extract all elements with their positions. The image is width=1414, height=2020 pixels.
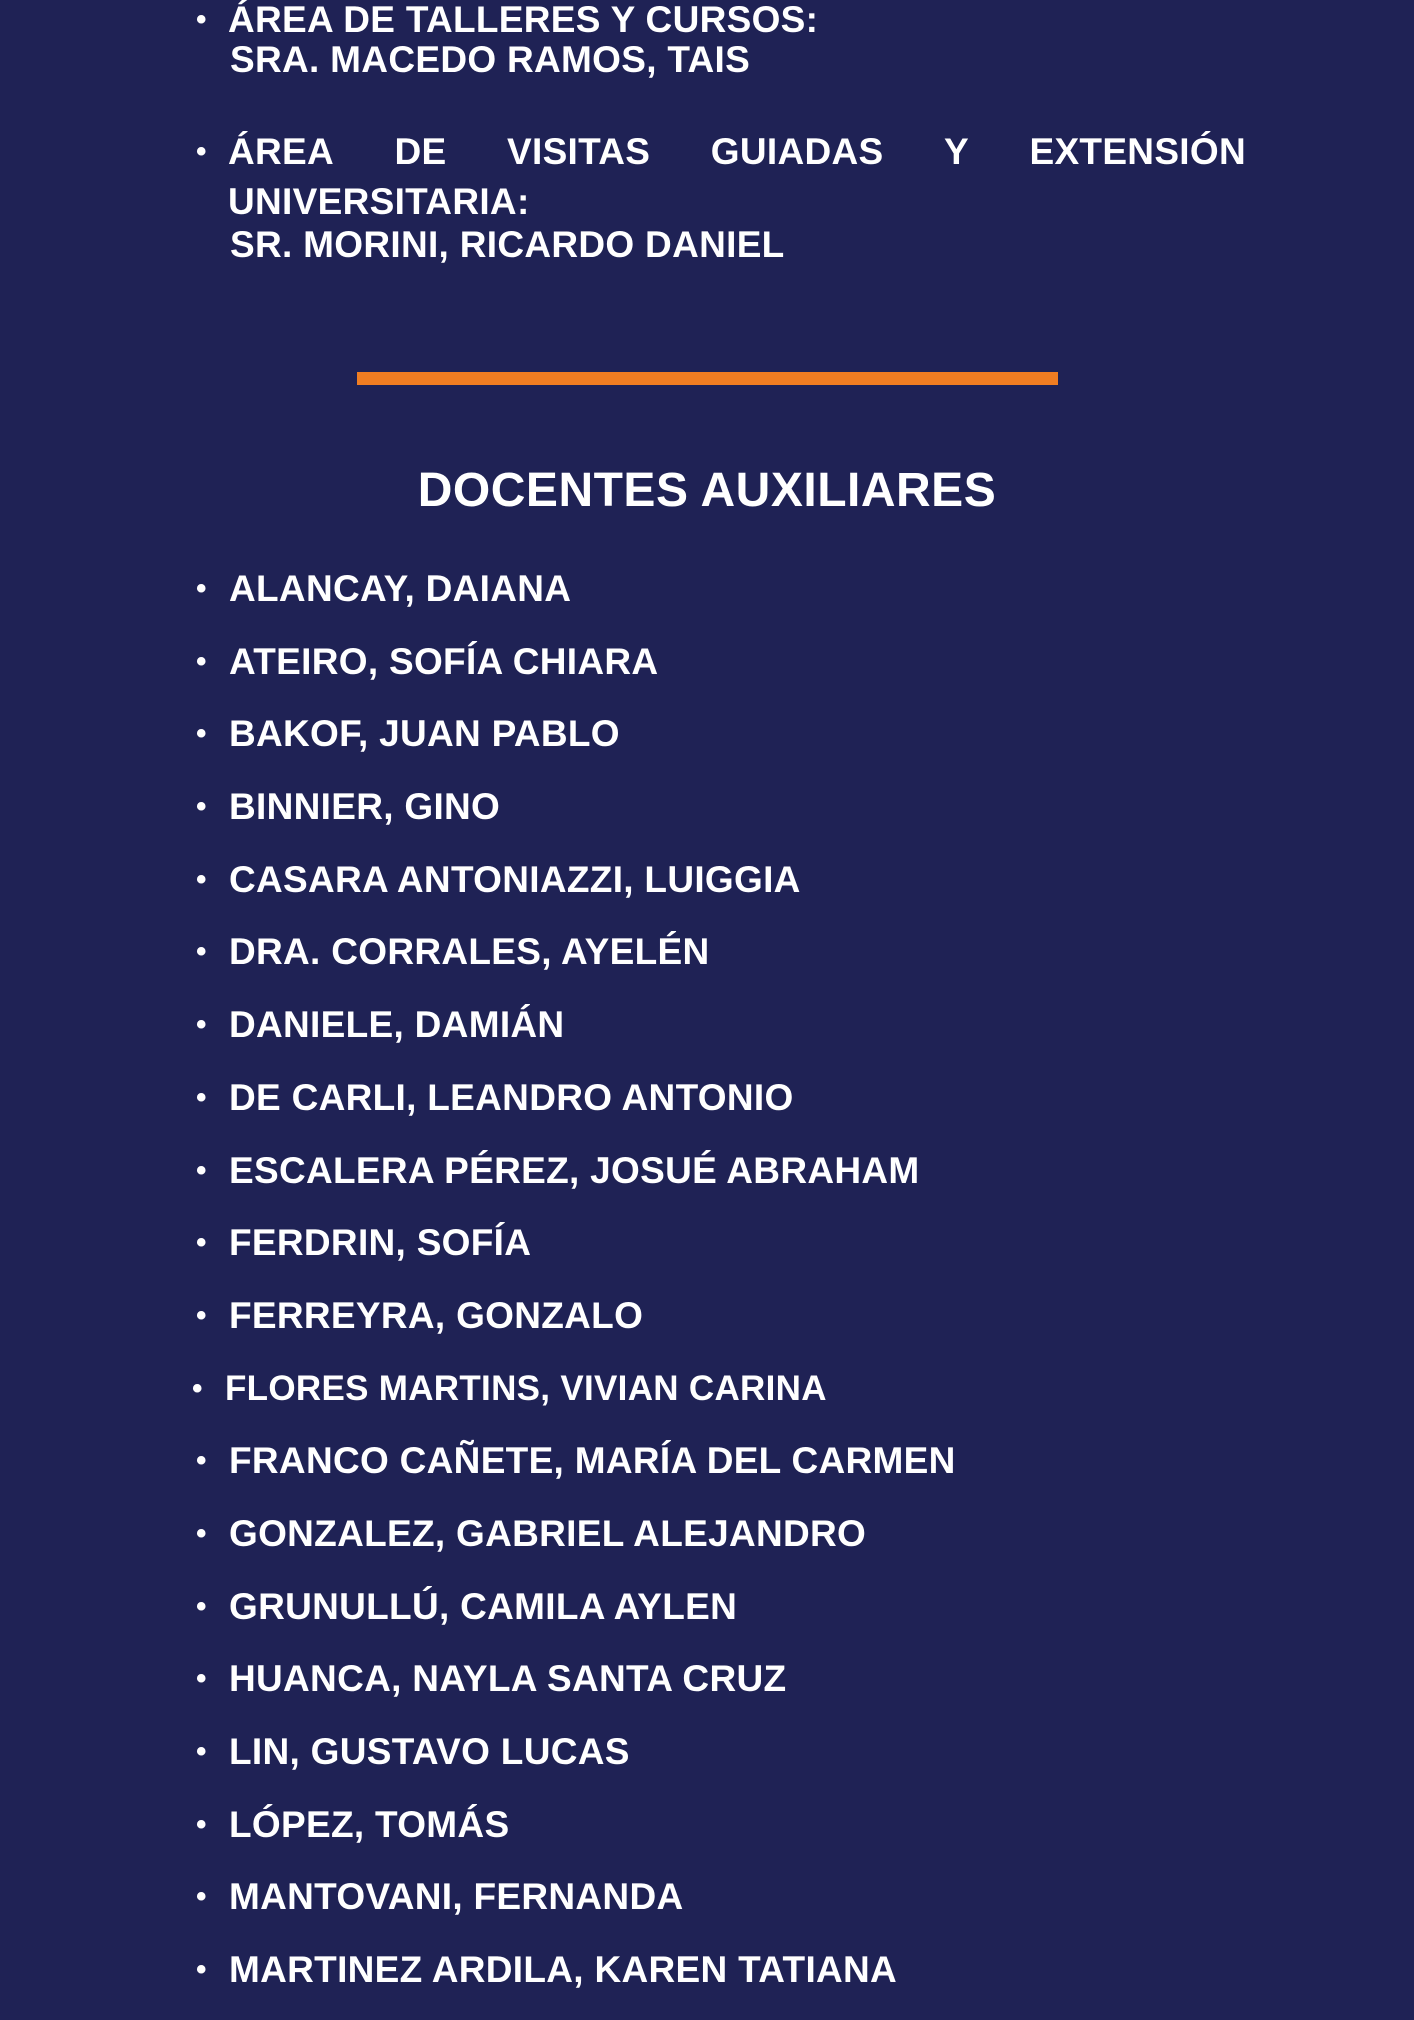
bullet-icon: •: [196, 717, 207, 751]
docente-name: FRANCO CAÑETE, MARÍA DEL CARMEN: [229, 1440, 956, 1482]
docente-name: DRA. CORRALES, AYELÉN: [229, 931, 710, 973]
bullet-icon: •: [196, 1662, 207, 1696]
docente-name: DANIELE, DAMIÁN: [229, 1004, 565, 1046]
area-visitas-word: ÁREA: [228, 131, 335, 172]
docente-name: GONZALEZ, GABRIEL ALEJANDRO: [229, 1512, 867, 1554]
bullet-icon: •: [196, 1735, 207, 1768]
bullet-icon: •: [196, 790, 207, 824]
area-talleres-person: SRA. MACEDO RAMOS, TAIS: [230, 39, 751, 80]
bullet-icon: •: [196, 935, 207, 969]
docente-name: BINNIER, GINO: [229, 786, 501, 828]
area-visitas-word: VISITAS: [507, 131, 651, 172]
section-divider: [357, 372, 1058, 385]
bullet-icon: •: [196, 1589, 207, 1623]
docente-name: GRUNULLÚ, CAMILA AYLEN: [229, 1585, 738, 1627]
bullet-icon: •: [196, 572, 207, 605]
docente-name: ALANCAY, DAIANA: [229, 568, 572, 609]
bullet-icon: •: [196, 862, 207, 896]
bullet-icon: •: [196, 644, 207, 678]
area-visitas-word: GUIADAS: [710, 131, 884, 172]
bullet-icon: •: [196, 3, 207, 36]
docente-name: FERREYRA, GONZALO: [229, 1294, 644, 1336]
section-title: DOCENTES AUXILIARES: [417, 464, 997, 517]
area-visitas-word: Y: [944, 131, 969, 172]
bullet-icon: •: [196, 135, 207, 168]
docente-name: HUANCA, NAYLA SANTA CRUZ: [229, 1658, 787, 1700]
area-visitas-word: EXTENSIÓN: [1029, 131, 1246, 172]
docente-name: CASARA ANTONIAZZI, LUIGGIA: [229, 858, 801, 900]
area-visitas-label-line2: UNIVERSITARIA:: [228, 181, 530, 222]
docente-name: MANTOVANI, FERNANDA: [229, 1876, 684, 1918]
docente-name: LIN, GUSTAVO LUCAS: [229, 1731, 630, 1772]
bullet-icon: •: [196, 1444, 207, 1478]
area-talleres-label: ÁREA DE TALLERES Y CURSOS:: [228, 0, 819, 40]
bullet-icon: •: [196, 1953, 207, 1987]
docente-name: FERDRIN, SOFÍA: [229, 1222, 532, 1264]
bullet-icon: •: [196, 1807, 207, 1841]
docente-name: LÓPEZ, TOMÁS: [229, 1803, 510, 1845]
bullet-icon: •: [196, 1516, 207, 1550]
docente-name: ATEIRO, SOFÍA CHIARA: [229, 640, 659, 682]
area-visitas-person: SR. MORINI, RICARDO DANIEL: [230, 224, 785, 265]
area-visitas-label-line1: [228, 129, 1246, 175]
bullet-icon: •: [196, 1298, 207, 1332]
docente-name: BAKOF, JUAN PABLO: [229, 713, 620, 755]
bullet-icon: •: [196, 1153, 207, 1187]
docente-name: ESCALERA PÉREZ, JOSUÉ ABRAHAM: [229, 1149, 920, 1191]
bullet-icon: •: [196, 1008, 207, 1042]
bullet-icon: •: [196, 1226, 207, 1260]
docente-name: FLORES MARTINS, VIVIAN CARINA: [225, 1368, 827, 1408]
area-visitas-word: DE: [394, 131, 447, 172]
bullet-icon: •: [192, 1371, 203, 1405]
docente-name: MARTINEZ ARDILA, KAREN TATIANA: [229, 1949, 898, 1991]
bullet-icon: •: [196, 1080, 207, 1114]
docente-name: DE CARLI, LEANDRO ANTONIO: [229, 1076, 794, 1118]
bullet-icon: •: [196, 1880, 207, 1914]
